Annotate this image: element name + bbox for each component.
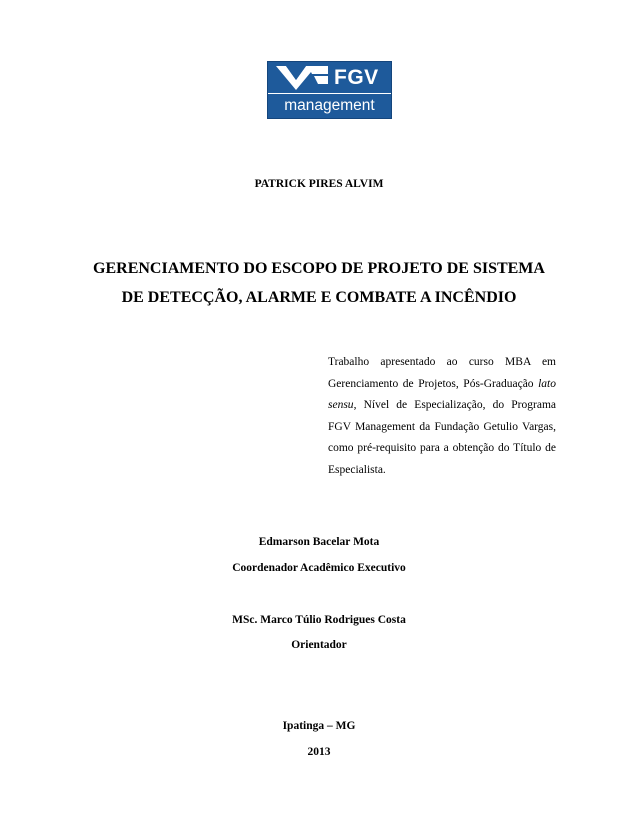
logo-subtitle: management — [284, 97, 375, 114]
description-part-2: , Nível de Especialização, do Programa FGV Management da Fundação Getulio Vargas, como pré-requisito para a obtenção do Título de Especialista. — [328, 399, 556, 476]
location: Ipatinga – MG — [282, 720, 356, 732]
logo-divider — [268, 93, 391, 94]
fgv-management-logo — [267, 61, 392, 119]
coordinator-role: Coordenador Acadêmico Executivo — [232, 562, 406, 574]
thesis-title-line-2: DE DETECÇÃO, ALARME E COMBATE A INCÊNDIO — [121, 289, 517, 306]
description-part-1: Trabalho apresentado ao curso MBA em Gerenciamento de Projetos, Pós-Graduação — [328, 356, 556, 390]
thesis-title-line-1: GERENCIAMENTO DO ESCOPO DE PROJETO DE SISTEMA — [93, 260, 545, 277]
advisor-role: Orientador — [291, 639, 347, 651]
work-description — [328, 352, 556, 481]
thesis-title — [0, 254, 638, 312]
description-italic: lato sensu — [328, 377, 556, 411]
fgv-chevron-icon — [268, 62, 332, 92]
year: 2013 — [307, 746, 331, 758]
logo-brand-text: FGV — [334, 66, 379, 89]
author-name: PATRICK PIRES ALVIM — [254, 178, 384, 190]
advisor-name: MSc. Marco Túlio Rodrigues Costa — [232, 614, 406, 626]
coordinator-name: Edmarson Bacelar Mota — [258, 536, 380, 548]
